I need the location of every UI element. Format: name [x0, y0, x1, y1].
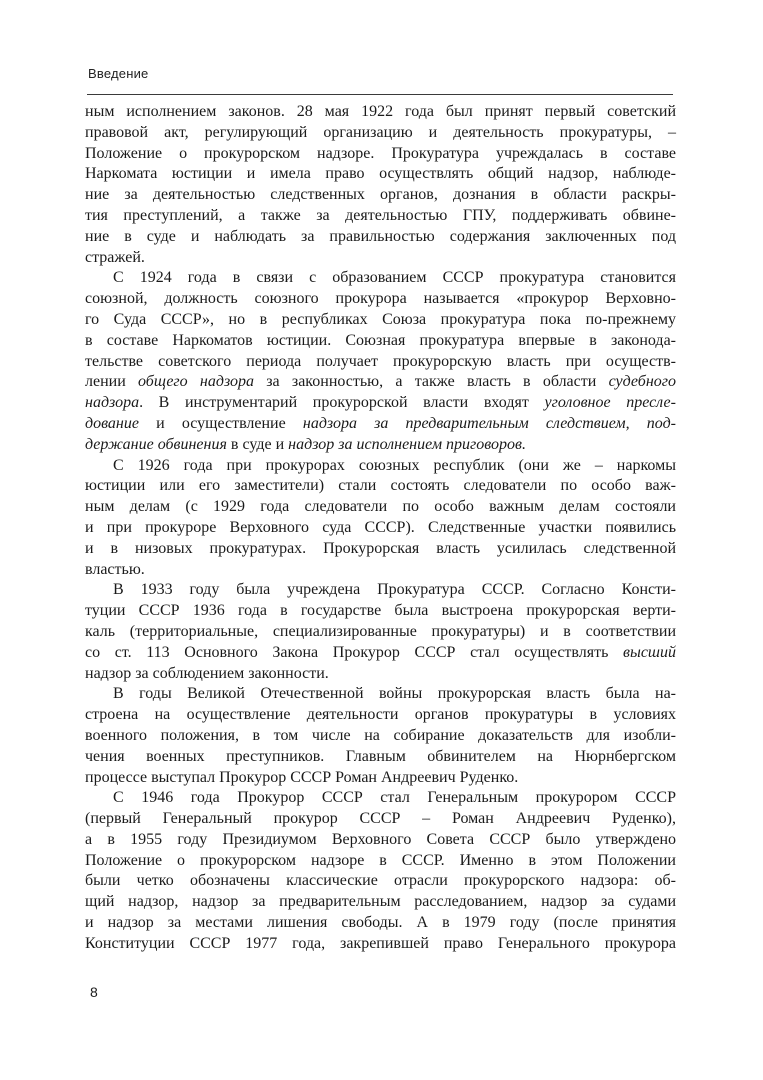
italic-text: высший — [623, 643, 676, 661]
text-line — [85, 393, 676, 414]
body-text: Конституции СССР 1977 года, закрепившей право Генерального прокурора — [85, 934, 676, 952]
header-rule — [87, 94, 673, 95]
text-line — [85, 310, 676, 331]
body-text: в суде и — [226, 435, 289, 453]
text-line — [85, 123, 676, 144]
text-line — [85, 934, 676, 955]
body-text: (первый Генеральный прокурор СССР – Роман Андреевич Руденко), — [85, 810, 676, 828]
text-line — [85, 684, 676, 705]
text-line — [85, 726, 676, 747]
italic-text: под- — [646, 414, 677, 432]
text-line — [85, 372, 676, 393]
body-text: и в низовых прокуратурах. Прокурорская власть усилилась следственной — [85, 539, 676, 557]
text-line — [85, 580, 676, 601]
body-text: Наркомата юстиции и имела право осуществлять общий надзор, наблюде- — [85, 165, 676, 183]
text-line — [85, 871, 676, 892]
body-text: властью. — [85, 560, 145, 578]
text-line — [85, 913, 676, 934]
text-line — [85, 643, 676, 664]
text-line — [85, 435, 676, 456]
body-text: ние за деятельностью следственных органов, дознания в области раскры- — [85, 186, 676, 204]
text-line — [85, 830, 676, 851]
text-line — [85, 164, 676, 185]
text-line — [85, 476, 676, 497]
text-line — [85, 560, 676, 581]
body-text: тельстве советского периода получает прокурорскую власть при осуществ- — [85, 352, 676, 370]
text-line — [85, 809, 676, 830]
body-text: В 1933 году была учреждена Прокуратура СССР. Согласно Консти- — [113, 581, 676, 599]
italic-text: судебного — [608, 373, 677, 391]
text-line — [85, 622, 676, 643]
italic-text: дование — [85, 414, 139, 432]
text-line — [85, 892, 676, 913]
running-header: Введение — [88, 66, 149, 81]
text-line — [85, 851, 676, 872]
body-text: процессе выступал Прокурор СССР Роман Андреевич Руденко. — [85, 768, 519, 786]
text-line — [85, 414, 676, 435]
text-line — [85, 456, 676, 477]
body-text: ным делам (с 1929 года следователи по особо важным делам состояли — [85, 498, 676, 516]
body-text: лении — [85, 373, 139, 391]
italic-text: надзора за предварительным следствием, — [302, 414, 630, 432]
body-text: С 1926 года при прокурорах союзных республик (они же – наркомы — [113, 456, 676, 474]
text-line — [85, 705, 676, 726]
body-text: надзор за соблюдением законности. — [85, 664, 329, 682]
body-text: и при прокуроре Верховного суда СССР). Следственные участки появились — [85, 518, 676, 536]
text-line — [85, 185, 676, 206]
body-text — [630, 415, 647, 432]
body-text: а в 1955 году Президиумом Верховного Совета СССР было утверждено — [85, 830, 676, 848]
text-line — [85, 664, 676, 685]
body-text: С 1946 года Прокурор СССР стал Генеральным прокурором СССР — [113, 789, 676, 807]
body-text: военного положения, в том числе на собирание доказательств для изобли- — [85, 726, 676, 744]
body-text: ние в суде и наблюдать за правильностью содержания заключенных под — [85, 227, 676, 245]
body-text: Положение о прокурорском надзоре. Прокуратура учреждалась в составе — [85, 144, 676, 162]
body-text: в составе Наркоматов юстиции. Союзная прокуратура впервые в законода- — [85, 331, 676, 349]
text-line — [85, 747, 676, 768]
text-line — [85, 144, 676, 165]
italic-text: держание обвинения — [85, 435, 227, 453]
body-text: и надзор за местами лишения свободы. А в 1979 году (после принятия — [85, 914, 676, 932]
body-text: стражей. — [85, 248, 145, 266]
text-line — [85, 539, 676, 560]
page-number: 8 — [90, 984, 98, 1000]
text-line — [85, 227, 676, 248]
text-line — [85, 497, 676, 518]
italic-text: надзор за исполнением приговоров. — [288, 435, 526, 453]
italic-text: надзора — [85, 394, 140, 412]
body-text: го Суда СССР», но в республиках Союза прокуратура пока по-прежнему — [85, 310, 676, 328]
text-line — [85, 206, 676, 227]
body-text: . В инструментарий прокурорской власти входят — [139, 394, 545, 412]
text-line — [85, 331, 676, 352]
body-text: тия преступлений, а также за деятельностью ГПУ, поддерживать обвине- — [85, 206, 676, 224]
text-line — [85, 352, 676, 373]
body-text: со ст. 113 Основного Закона Прокурор СССР стал осуществлять — [85, 643, 624, 661]
text-line — [85, 788, 676, 809]
body-text: туции СССР 1936 года в государстве была выстроена прокурорская верти- — [85, 602, 676, 620]
body-text: за законностью, а также власть в области — [253, 373, 609, 391]
body-text: каль (территориальные, специализированные прокуратуры) и в соответствии — [85, 622, 676, 640]
italic-text: общего надзора — [138, 373, 254, 391]
body-text: были четко обозначены классические отрасли прокурорского надзора: об- — [85, 872, 676, 890]
body-text: С 1924 года в связи с образованием СССР прокуратура становится — [113, 269, 676, 287]
text-line — [85, 518, 676, 539]
body-text: и осуществление — [138, 414, 303, 432]
text-line — [85, 289, 676, 310]
body-text: щий надзор, надзор за предварительным расследованием, надзор за судами — [85, 893, 676, 911]
italic-text: уголовное пресле- — [544, 394, 676, 412]
body-text: чения военных преступников. Главным обвинителем на Нюрнбергском — [85, 747, 676, 765]
text-column — [85, 102, 676, 955]
body-text: ным исполнением законов. 28 мая 1922 года был принят первый советский — [85, 103, 676, 120]
text-line — [85, 268, 676, 289]
body-text: Положение о прокурорском надзоре в СССР. Именно в этом Положении — [85, 851, 676, 869]
body-text: юстиции или его заместители) стали состоять следователи по особо важ- — [85, 477, 676, 495]
body-text: союзной, должность союзного прокурора называется «прокурор Верховно- — [85, 290, 676, 308]
text-line — [85, 601, 676, 622]
body-text: строена на осуществление деятельности органов прокуратуры в условиях — [85, 706, 676, 724]
body-text: В годы Великой Отечественной войны прокурорская власть была на- — [113, 685, 676, 703]
text-line — [85, 248, 676, 269]
body-text: правовой акт, регулирующий организацию и деятельность прокуратуры, – — [85, 123, 676, 141]
text-line — [85, 102, 676, 123]
text-line — [85, 768, 676, 789]
